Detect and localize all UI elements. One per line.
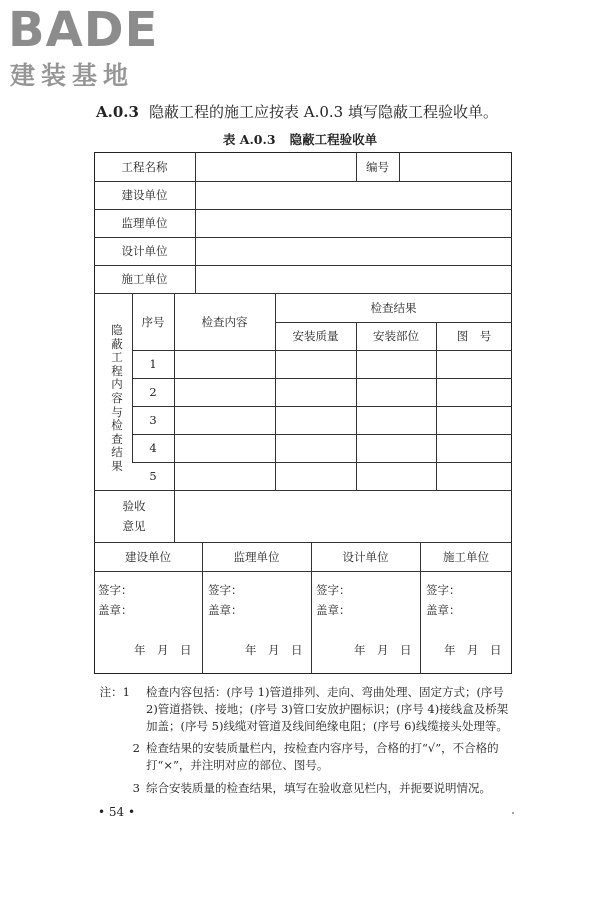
rule [132,462,512,463]
note-text: 检查结果的安装质量栏内，按检查内容序号，合格的打“√”，不合格的打“×”，并注明对应的部位、图号。 [146,741,499,772]
col-content-header: 检查内容 [201,314,248,329]
date-label: 年 月 日 [354,643,412,657]
note-label: 注：1 [99,685,130,699]
seal-label: 盖章： [208,603,243,617]
seq-number: 5 [149,469,157,483]
date-label: 年 月 日 [444,643,502,657]
unit-header-construction: 建设单位 [125,549,171,564]
unit-header-supervision: 监理单位 [233,549,280,564]
sign-label: 签字： [426,583,461,597]
sign-label: 签字： [98,583,133,597]
date-label: 年 月 日 [134,643,192,657]
page-number: • 54 • [98,805,136,819]
clause-text: 隐蔽工程的施工应按表 A.0.3 填写隐蔽工程验收单。 [148,103,498,121]
label-supervision-unit: 监理单位 [121,216,168,230]
rule [94,490,512,491]
subcol-drawing-number: 图 号 [456,329,492,343]
side-label-concealed-work: 隐蔽工程内容与检查结果 [111,323,123,473]
seq-number: 1 [149,357,157,371]
unit-header-contractor: 施工单位 [443,549,489,564]
clause-heading [96,101,498,122]
acceptance-form [94,152,512,674]
rule [132,434,512,435]
col-seq-header: 序号 [141,314,165,329]
label-opinion: 意见 [122,519,146,533]
rule [174,490,175,542]
subcol-install-location: 安装部位 [373,329,419,343]
bade-logo [8,4,178,94]
seq-number: 4 [149,441,157,455]
label-construction-unit: 建设单位 [121,188,168,202]
subcol-install-quality: 安装质量 [292,329,339,343]
seal-label: 盖章： [316,603,351,617]
label-design-unit: 设计单位 [121,244,168,258]
unit-header-design: 设计单位 [342,549,389,564]
seq-number: 3 [149,413,157,427]
clause-number: A.0.3 [96,103,139,121]
note-label: 2 [132,741,140,755]
rule [195,152,196,293]
date-label: 年 月 日 [245,643,303,657]
rule [399,152,400,181]
rule [132,378,512,379]
seal-label: 盖章： [98,603,133,617]
seq-number: 2 [149,385,157,399]
rule [132,406,512,407]
rule [132,350,512,351]
sign-label: 签字： [316,583,351,597]
table-number: 表 A.0.3 [222,132,276,147]
speck [512,812,514,814]
label-serial-number: 编号 [366,159,389,174]
note-label: 3 [132,781,140,795]
logo-subtitle: 建装基地 [10,61,135,90]
table-title: 隐蔽工程验收单 [289,132,378,147]
sign-label: 签字： [208,583,243,597]
logo-brand: BADE [8,2,159,58]
seal-label: 盖章： [426,603,461,617]
table-caption [0,130,600,148]
label-contractor-unit: 施工单位 [121,272,168,286]
note-text: 综合安装质量的检查结果，填写在验收意见栏内，并扼要说明情况。 [146,781,491,795]
rule [94,571,512,572]
note-text: 检查内容包括：(序号 1)管道排列、走向、弯曲处理、固定方式；(序号 2)管道搭铁、接地；(序号 3)管口安放护圈标识；(序号 4)接线盒及桥架加盖；(序号 5)线缆对管道及线间绝缘电阻；(序号 6)线缆接头处理等。 [146,685,509,733]
label-project-name: 工程名称 [121,159,168,174]
col-results-header: 检查结果 [370,300,417,315]
label-acceptance: 验收 [122,499,146,513]
